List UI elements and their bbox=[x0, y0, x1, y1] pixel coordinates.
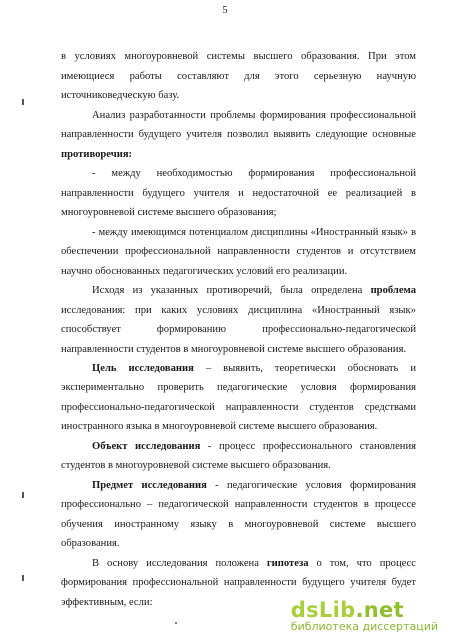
text-line bbox=[61, 71, 416, 83]
text-line bbox=[61, 51, 416, 63]
text-run: профессионально – педагогической направленности студентов в процессе bbox=[61, 499, 416, 510]
text-line bbox=[92, 285, 416, 297]
text-run: - педагогические условия формирования bbox=[206, 480, 416, 491]
text-line bbox=[61, 246, 416, 258]
text-line bbox=[61, 499, 416, 511]
text-run: формирования профессиональной направленности будущего учителя будет bbox=[61, 577, 416, 588]
text-run: исследования: при каких условиях дисциплина «Иностранный язык» bbox=[61, 305, 416, 316]
text-line bbox=[92, 110, 416, 122]
text-run: способствует формированию профессионально-педагогической bbox=[61, 324, 416, 335]
bold-term: гипотеза bbox=[266, 558, 309, 569]
text-run: – выявить, теоретически обосновать и bbox=[193, 363, 417, 374]
bold-term: Предмет исследования bbox=[92, 480, 207, 491]
text-run: - между необходимостью формирования профессиональной bbox=[92, 168, 416, 179]
text-run: имеющиеся работы составляют для этого серьезную научную bbox=[61, 71, 416, 82]
text-line bbox=[61, 460, 416, 472]
text-run: обеспечении профессиональной направленности студентов и отсутствием bbox=[61, 246, 416, 257]
bold-term: Объект исследования bbox=[92, 441, 201, 452]
bold-term: Цель исследования bbox=[92, 363, 194, 374]
watermark-logo bbox=[291, 598, 438, 622]
text-run: в условиях многоуровневой системы высшего образования. При этом bbox=[61, 51, 416, 62]
text-run: эффективным, если: bbox=[61, 597, 153, 608]
text-line bbox=[61, 324, 416, 336]
text-run: направленности студентов в многоуровневой системе высшего образования. bbox=[61, 344, 407, 355]
text-run: направленности будущего учителя и недостаточной ее реализацией в bbox=[61, 188, 416, 199]
page-number: 5 bbox=[222, 5, 228, 16]
margin-mark bbox=[22, 492, 24, 498]
bold-term: противоречия: bbox=[61, 149, 133, 160]
text-line bbox=[61, 538, 416, 550]
text-run: направленности будущего учителя позволил выявить следующие основные bbox=[61, 129, 416, 140]
text-line bbox=[61, 421, 416, 433]
text-line bbox=[92, 227, 416, 239]
text-line bbox=[61, 402, 416, 414]
text-line bbox=[61, 266, 416, 278]
text-line bbox=[92, 168, 416, 180]
text-line bbox=[61, 382, 416, 394]
text-run: - процесс профессионального становления bbox=[200, 441, 416, 452]
margin-mark bbox=[22, 575, 24, 581]
text-run: иностранного языка в многоуровневой системе высшего образования. bbox=[61, 421, 378, 432]
text-line bbox=[92, 558, 416, 570]
text-run: В основу исследования положена bbox=[92, 558, 267, 569]
text-line bbox=[61, 90, 416, 102]
text-run: источниковедческую базу. bbox=[61, 90, 180, 101]
watermark bbox=[291, 598, 438, 633]
text-line bbox=[61, 344, 416, 356]
text-line bbox=[61, 207, 416, 219]
text-run: Анализ разработанности проблемы формирования профессиональной bbox=[92, 110, 416, 121]
bold-term: проблема bbox=[370, 285, 416, 296]
text-run: образования. bbox=[61, 538, 120, 549]
text-line bbox=[61, 129, 416, 141]
text-line bbox=[61, 519, 416, 531]
text-line bbox=[61, 577, 416, 589]
text-run: - между имеющимся потенциалом дисциплины «Иностранный язык» в bbox=[92, 227, 416, 238]
text-run: студентов в многоуровневой системе высшего образования. bbox=[61, 460, 331, 471]
scan-speck bbox=[175, 622, 177, 624]
text-run: Исходя из указанных противоречий, была определена bbox=[92, 285, 371, 296]
text-run: экспериментально проверить педагогические условия формирования bbox=[61, 382, 416, 393]
text-line bbox=[61, 149, 416, 161]
text-line bbox=[61, 188, 416, 200]
watermark-logo-main: dsLib bbox=[290, 598, 356, 622]
watermark-logo-suffix: .net bbox=[355, 598, 404, 622]
text-line bbox=[92, 441, 416, 453]
text-run: о том, что процесс bbox=[308, 558, 416, 569]
margin-mark bbox=[22, 99, 24, 105]
watermark-subtitle: библиотека диссертаций bbox=[290, 620, 438, 633]
text-run: профессионально-педагогической направленности студентов средствами bbox=[61, 402, 416, 413]
text-line bbox=[61, 305, 416, 317]
text-run: обучения иностранному языку в многоуровневой системе высшего bbox=[61, 519, 416, 530]
text-run: многоуровневой системе высшего образования; bbox=[61, 207, 277, 218]
text-line bbox=[92, 363, 416, 375]
text-run: научно обоснованных педагогических условий его реализации. bbox=[61, 266, 348, 277]
text-line bbox=[92, 480, 416, 492]
